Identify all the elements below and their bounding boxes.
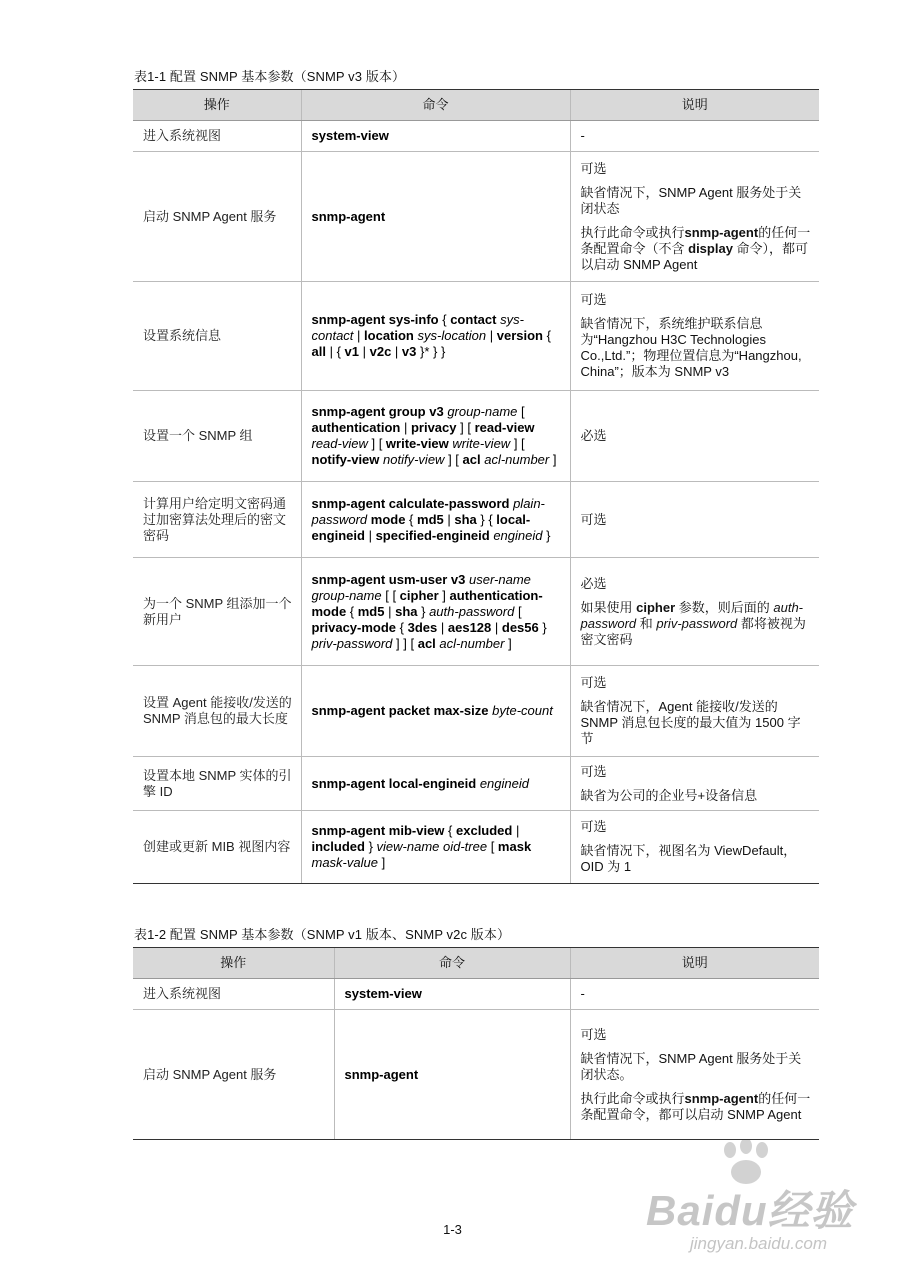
description-paragraph: -: [580, 986, 585, 1001]
watermark-url: jingyan.baidu.com: [690, 1234, 828, 1253]
command-cell: snmp-agent sys-info { contact sys-contact | location sys-location | version { all | { v1 | v2c | v3 }* } }: [301, 282, 570, 391]
command-cell: snmp-agent local-engineid engineid: [301, 757, 570, 811]
description-cell: [570, 391, 819, 482]
operation-cell: 设置本地 SNMP 实体的引擎 ID: [133, 757, 301, 811]
table-row: [133, 757, 819, 811]
header-description: 说明: [570, 90, 819, 121]
description-paragraph: 缺省情况下，SNMP Agent 服务处于关闭状态: [580, 184, 802, 216]
description-paragraph: 必选: [580, 575, 607, 591]
table-header-row: [133, 948, 819, 979]
description-cell: [570, 121, 819, 152]
operation-cell: 创建或更新 MIB 视图内容: [133, 811, 301, 884]
description-paragraph: -: [580, 128, 585, 143]
command-cell: snmp-agent packet max-size byte-count: [301, 666, 570, 757]
header-command: 命令: [334, 948, 570, 979]
description-cell: [570, 666, 819, 757]
operation-cell: 进入系统视图: [133, 979, 334, 1010]
command-cell: snmp-agent group v3 group-name [ authentication | privacy ] [ read-view read-view ] [ write-view write-view ] [ notify-view notify-view ] [ acl acl-number ]: [301, 391, 570, 482]
description-paragraph: 缺省情况下，Agent 能接收/发送的 SNMP 消息包长度的最大值为 1500 字节: [580, 699, 801, 746]
table-row: [133, 558, 819, 666]
command-cell: system-view: [301, 121, 570, 152]
table-row: [133, 282, 819, 391]
description-paragraph: 可选: [580, 675, 607, 690]
operation-cell: 设置一个 SNMP 组: [133, 391, 301, 482]
description-cell: [570, 152, 819, 282]
page-number: 1-3: [443, 1222, 462, 1237]
command-cell: snmp-agent mib-view { excluded | included } view-name oid-tree [ mask mask-value ]: [301, 811, 570, 884]
table-row: [133, 666, 819, 757]
description-cell: [570, 757, 819, 811]
description-paragraph: 可选: [580, 511, 607, 527]
description-paragraph: 可选: [580, 763, 607, 779]
description-cell: [570, 282, 819, 391]
header-command: 命令: [301, 90, 570, 121]
description-cell: [570, 482, 819, 558]
description-paragraph: 缺省为公司的企业号+设备信息: [580, 787, 758, 803]
table1-caption: 表1-1 配置 SNMP 基本参数（SNMP v3 版本）: [134, 69, 406, 84]
description-paragraph: 必选: [580, 428, 607, 443]
table-row: [133, 979, 819, 1010]
operation-cell: 计算用户给定明文密码通过加密算法处理后的密文密码: [133, 482, 301, 558]
header-operation: 操作: [133, 948, 334, 979]
command-cell: snmp-agent: [334, 1010, 570, 1140]
operation-cell: 设置系统信息: [133, 282, 301, 391]
table2-caption: 表1-2 配置 SNMP 基本参数（SNMP v1 版本、SNMP v2c 版本）: [134, 927, 511, 942]
snmp-v3-config-table: [133, 89, 819, 884]
command-cell: system-view: [334, 979, 570, 1010]
description-cell: [570, 1010, 819, 1140]
watermark-brand: Baidu经验: [646, 1187, 854, 1234]
table-row: [133, 482, 819, 558]
command-cell: snmp-agent calculate-password plain-password mode { md5 | sha } { local-engineid | specified-engineid engineid }: [301, 482, 570, 558]
description-paragraph: 可选: [580, 160, 607, 176]
header-operation: 操作: [133, 90, 301, 121]
description-paragraph: 可选: [580, 1026, 607, 1042]
operation-cell: 为一个 SNMP 组添加一个新用户: [133, 558, 301, 666]
header-description: 说明: [570, 948, 819, 979]
description-cell: [570, 811, 819, 884]
table-header-row: [133, 90, 819, 121]
command-cell: snmp-agent: [301, 152, 570, 282]
description-paragraph: 缺省情况下，SNMP Agent 服务处于关闭状态。: [580, 1050, 802, 1082]
description-cell: [570, 558, 819, 666]
description-paragraph: 执行此命令或执行snmp-agent的任何一条配置命令，都可以启动 SNMP Agent: [580, 1090, 811, 1122]
description-paragraph: 可选: [580, 292, 607, 307]
operation-cell: 启动 SNMP Agent 服务: [133, 1010, 334, 1140]
description-cell: [570, 979, 819, 1010]
baidu-jingyan-watermark: [640, 1140, 880, 1260]
table-row: [133, 1010, 819, 1140]
table-row: [133, 811, 819, 884]
description-paragraph: 缺省情况下，视图名为 ViewDefault，OID 为 1: [580, 843, 797, 874]
snmp-v1-v2c-config-table: [133, 947, 819, 1140]
table-row: [133, 152, 819, 282]
command-cell: snmp-agent usm-user v3 user-name group-name [ [ cipher ] authentication-mode { md5 | sha } auth-password [ privacy-mode { 3des | aes128 | des56 } priv-password ] ] [ acl acl-number ]: [301, 558, 570, 666]
description-paragraph: 如果使用 cipher 参数，则后面的 auth-password 和 priv-password 都将被视为密文密码: [580, 599, 806, 647]
description-paragraph: 缺省情况下，系统维护联系信息为“Hangzhou H3C Technologies Co.,Ltd.”；物理位置信息为“Hangzhou, China”；版本为 SNMP v3: [580, 316, 802, 379]
description-paragraph: 可选: [580, 819, 607, 834]
operation-cell: 进入系统视图: [133, 121, 301, 152]
table-row: [133, 121, 819, 152]
table-row: [133, 391, 819, 482]
operation-cell: 设置 Agent 能接收/发送的 SNMP 消息包的最大长度: [133, 666, 301, 757]
description-paragraph: 执行此命令或执行snmp-agent的任何一条配置命令（不含 display 命令），都可以启动 SNMP Agent: [580, 224, 811, 272]
operation-cell: 启动 SNMP Agent 服务: [133, 152, 301, 282]
